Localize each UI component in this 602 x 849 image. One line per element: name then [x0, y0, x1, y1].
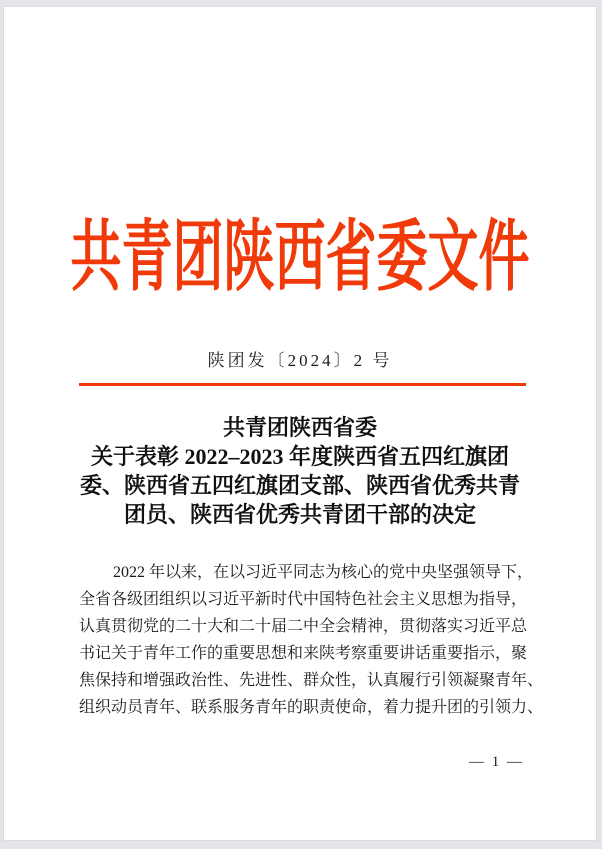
body-line: 认真贯彻党的二十大和二十届二中全会精神，贯彻落实习近平总	[79, 618, 528, 635]
document-title-line: 委、陕西省五四红旗团支部、陕西省优秀共青	[79, 473, 520, 498]
document-title	[32, 413, 568, 529]
masthead	[4, 213, 596, 305]
red-divider-line	[79, 383, 526, 386]
page-number: — 1 —	[469, 754, 524, 770]
body-line: 2022 年以来，在以习近平同志为核心的党中央坚强领导下，	[113, 564, 534, 581]
body-line: 全省各级团组织以习近平新时代中国特色社会主义思想为指导，	[79, 591, 528, 608]
masthead-title: 共青团陕西省委文件	[70, 215, 530, 301]
body-line: 书记关于青年工作的重要思想和来陕考察重要讲话重要指示，聚	[79, 645, 528, 662]
body-line: 组织动员青年、联系服务青年的职责使命，着力提升团的引领力、	[79, 699, 544, 716]
doc-number: 陕团发〔2024〕2 号	[207, 351, 393, 370]
document-title-line: 团员、陕西省优秀共青团干部的决定	[123, 502, 476, 527]
body-paragraph	[79, 559, 544, 721]
body-line: 焦保持和增强政治性、先进性、群众性，认真履行引领凝聚青年、	[79, 672, 544, 689]
document-title-line: 共青团陕西省委	[222, 415, 377, 440]
document-page	[3, 6, 597, 841]
document-title-line: 关于表彰 2022–2023 年度陕西省五四红旗团	[90, 444, 509, 469]
